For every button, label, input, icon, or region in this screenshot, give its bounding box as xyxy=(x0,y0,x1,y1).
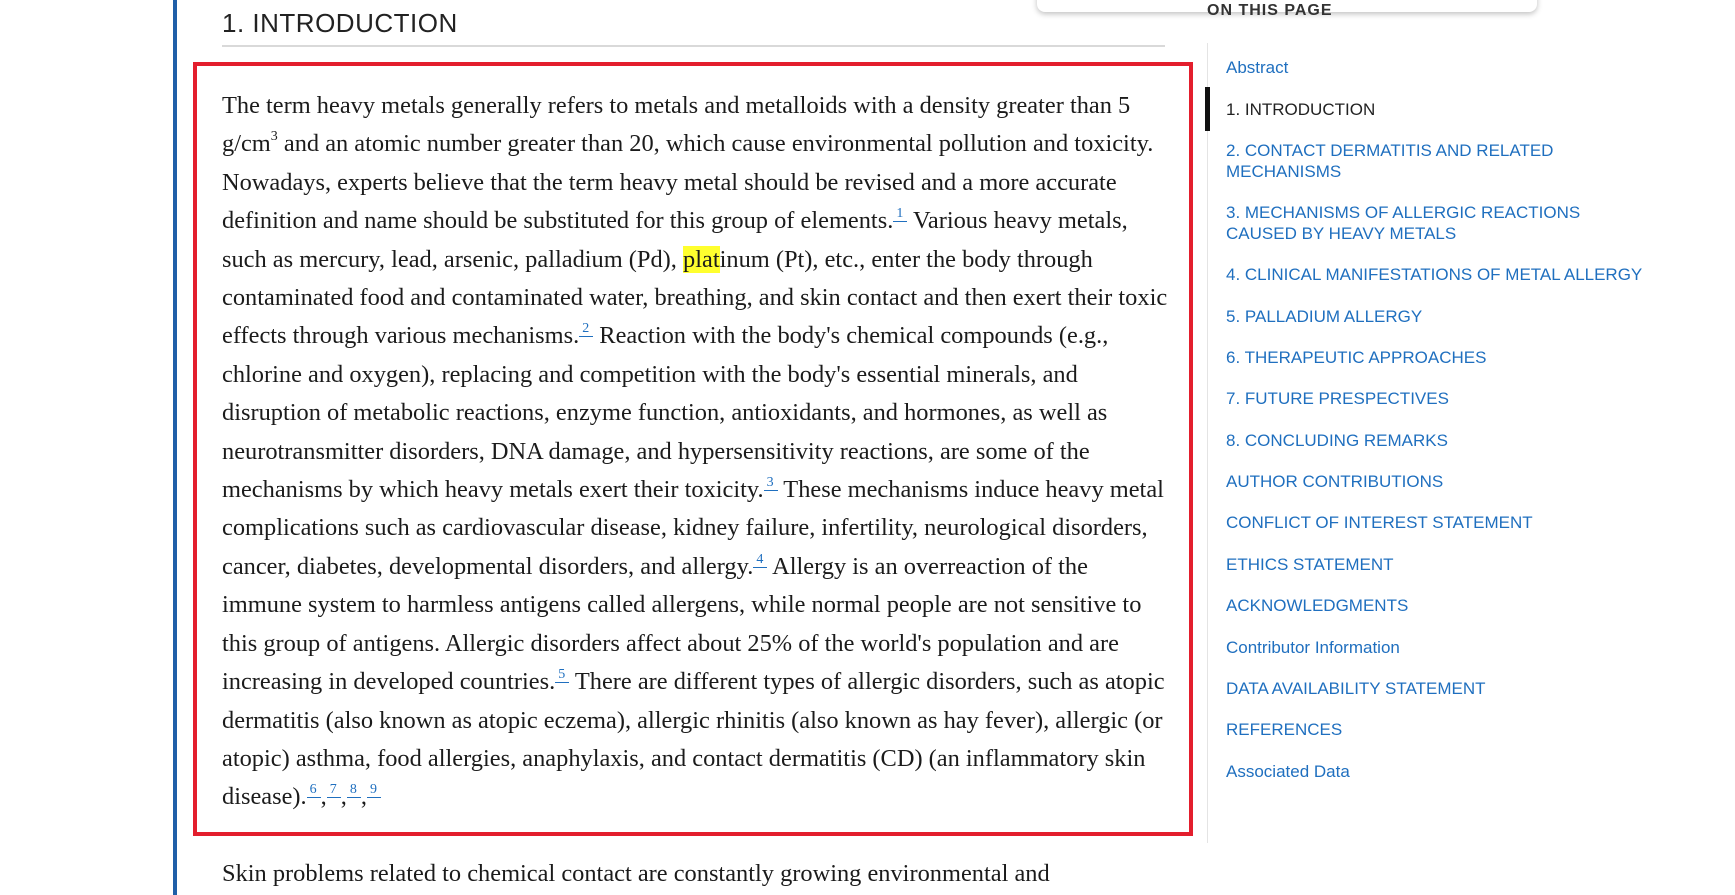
citation-link-2[interactable]: 2 xyxy=(579,321,593,337)
toc-item-contributor-information[interactable]: Contributor Information xyxy=(1226,638,1400,657)
citation-separator: , xyxy=(340,783,347,811)
next-paragraph: Skin problems related to chemical contact are constantly growing environmental and xyxy=(222,860,1050,887)
citation-link-4[interactable]: 4 xyxy=(753,552,767,568)
article-left-border xyxy=(173,0,177,895)
toc-item-abstract[interactable]: Abstract xyxy=(1226,58,1289,77)
citation-link-9[interactable]: 9 xyxy=(367,782,381,798)
toc-item-references[interactable]: REFERENCES xyxy=(1226,720,1343,739)
citation-link-6[interactable]: 6 xyxy=(307,782,321,798)
toc-title: ON THIS PAGE xyxy=(1207,2,1333,19)
toc-item-introduction[interactable]: 1. INTRODUCTION xyxy=(1226,100,1376,119)
citation-link-3[interactable]: 3 xyxy=(764,475,778,491)
toc-item-acknowledgments[interactable]: ACKNOWLEDGMENTS xyxy=(1226,596,1409,615)
toc-item-concluding-remarks[interactable]: 8. CONCLUDING REMARKS xyxy=(1226,431,1448,450)
paragraph-text: There are different types of allergic disorders, such as atopic dermatitis (also known as atopic eczema), allergic rhinitis (also known as hay fever), allergic (or atopic) asthma, food allergies, anaphylaxis, and contact dermatitis (CD) (an inflammatory skin disease). xyxy=(222,668,1165,811)
toc-item-future-prespectives[interactable]: 7. FUTURE PRESPECTIVES xyxy=(1226,389,1449,408)
toc-item-clinical-manifestations[interactable]: 4. CLINICAL MANIFESTATIONS OF METAL ALLERGY xyxy=(1226,265,1643,284)
introduction-paragraph xyxy=(222,87,1172,817)
paragraph-text: and an atomic number greater than 20, which cause environmental pollution and toxicity. Nowadays, experts believe that the term heavy metal should be revised and a more accurate definition and name should be substituted for this group of elements. xyxy=(222,130,1154,235)
toc-item-ethics-statement[interactable]: ETHICS STATEMENT xyxy=(1226,555,1394,574)
toc-item-author-contributions[interactable]: AUTHOR CONTRIBUTIONS xyxy=(1226,472,1444,491)
toc-item-mechanisms[interactable]: 3. MECHANISMS OF ALLERGIC REACTIONS CAUSED BY HEAVY METALS xyxy=(1226,203,1581,243)
paragraph-text: Allergy is an overreaction of the immune system to harmless antigens called allergens, while normal people are not sensitive to this group of antigens. Allergic disorders affect about 25% of the world's population and are increasing in developed countries. xyxy=(222,552,1142,696)
search-highlight: plat xyxy=(683,245,720,273)
citation-link-5[interactable]: 5 xyxy=(555,667,569,683)
paragraph-text: inum (Pt), etc., enter the body through contaminated food and contaminated water, breathing, and skin contact and then exert their toxic effects through various mechanisms. xyxy=(222,245,1168,350)
paragraph-text: Reaction with the body's chemical compounds (e.g., chlorine and oxygen), replacing and competition with the body's essential minerals, and disruption of metabolic reactions, enzyme function, antioxidants, and hormones, as well as neurotransmitter disorders, DNA damage, and hypersensitivity reactions, are some of the mechanisms by which heavy metals exert their toxicity. xyxy=(222,322,1109,504)
paragraph-text: The term heavy metals generally refers to metals and metalloids with a density greater than 5 g/cm xyxy=(222,92,1131,158)
toc-item-contact-dermatitis[interactable]: 2. CONTACT DERMATITIS AND RELATED MECHANISMS xyxy=(1226,141,1554,181)
citation-link-8[interactable]: 8 xyxy=(347,782,361,798)
heading-divider xyxy=(222,45,1165,47)
toc-divider xyxy=(1207,43,1208,843)
paragraph-text: Various heavy metals, such as mercury, lead, arsenic, palladium (Pd), xyxy=(222,207,1128,273)
toc-item-palladium-allergy[interactable]: 5. PALLADIUM ALLERGY xyxy=(1226,307,1423,326)
toc-active-indicator xyxy=(1205,87,1210,131)
citation-separator: , xyxy=(320,783,327,811)
toc-item-conflict-of-interest[interactable]: CONFLICT OF INTEREST STATEMENT xyxy=(1226,513,1533,532)
citation-link-1[interactable]: 1 xyxy=(893,206,907,222)
citation-separator: , xyxy=(360,783,367,811)
section-heading: 1. INTRODUCTION xyxy=(222,8,458,38)
toc-item-therapeutic-approaches[interactable]: 6. THERAPEUTIC APPROACHES xyxy=(1226,348,1487,367)
toc-item-associated-data[interactable]: Associated Data xyxy=(1226,762,1350,781)
superscript-exponent: 3 xyxy=(270,129,278,145)
citation-link-7[interactable]: 7 xyxy=(327,782,341,798)
paragraph-text: These mechanisms induce heavy metal complications such as cardiovascular disease, kidney failure, infertility, neurological disorders, cancer, diabetes, developmental disorders, and allergy. xyxy=(222,476,1164,580)
toc-item-data-availability[interactable]: DATA AVAILABILITY STATEMENT xyxy=(1226,679,1486,698)
